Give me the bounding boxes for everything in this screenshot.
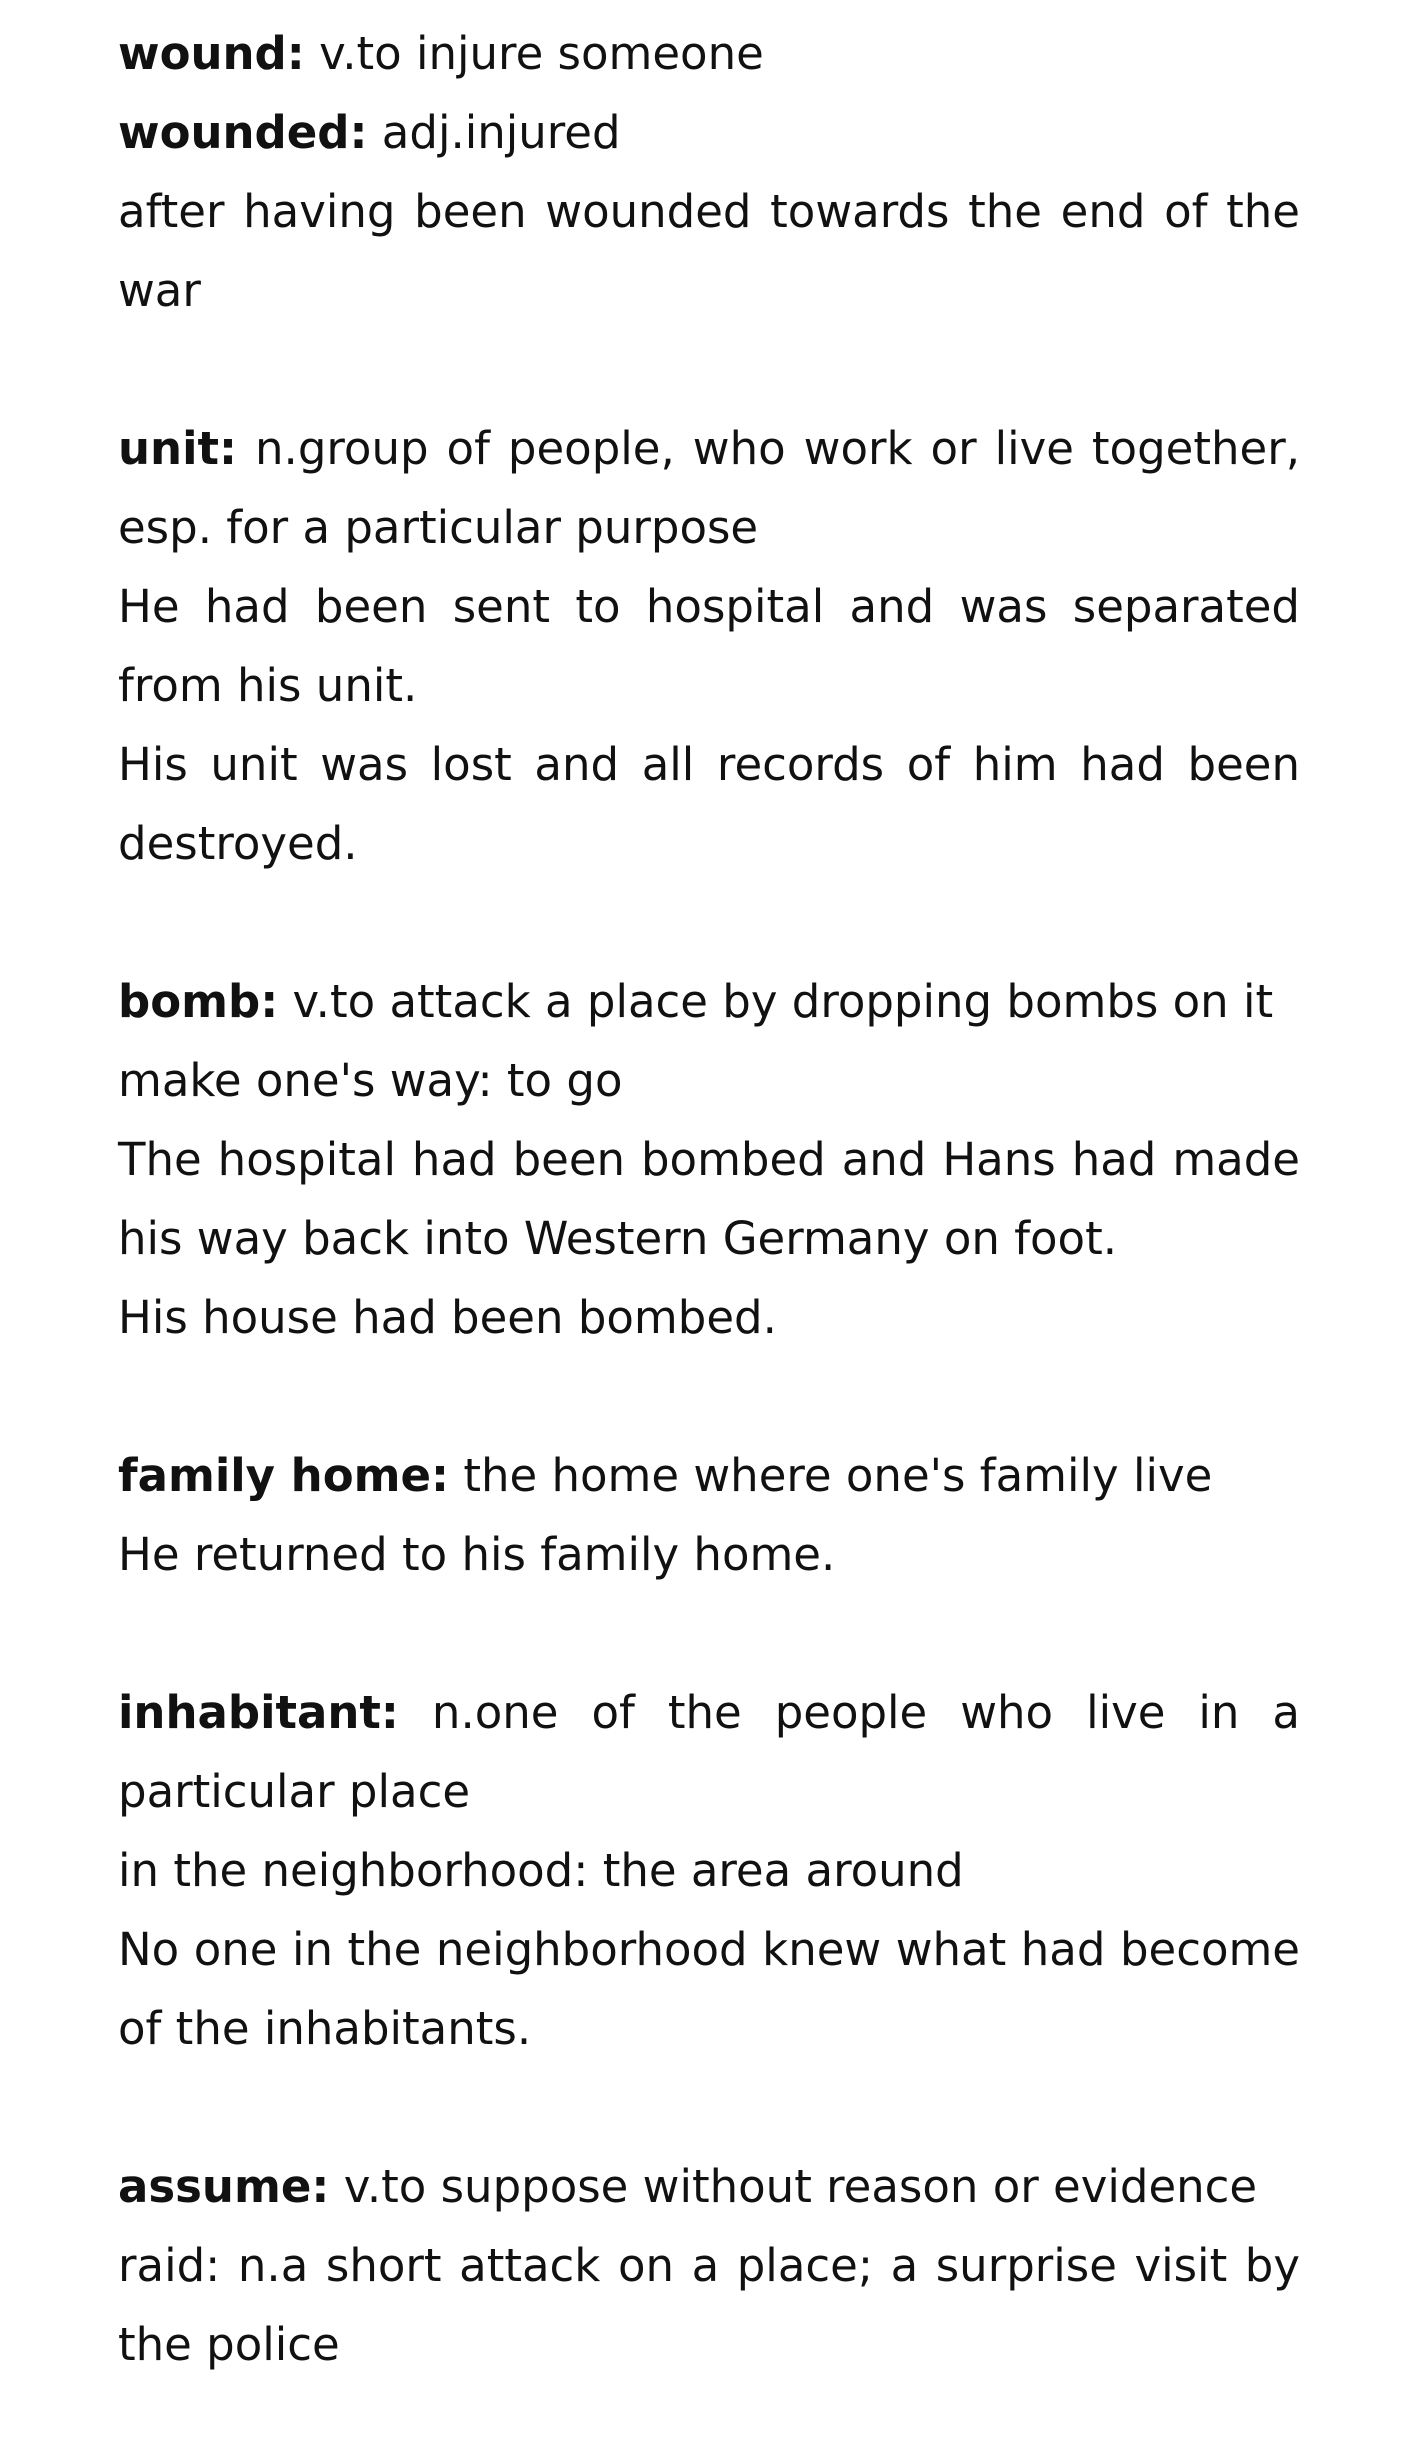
vocabulary-document — [118, 14, 1300, 2463]
example-sentence — [118, 172, 1300, 330]
vocab-entry-inhabitant — [118, 1673, 1300, 2068]
vocab-entry-family-home — [118, 1436, 1300, 1594]
definition-text: v.to attack a place by dropping bombs on it — [278, 975, 1274, 1028]
example-text: He returned to his family home. — [118, 1528, 836, 1581]
phrase-text: raid: n.a short attack on a place; a surprise visit by the police — [118, 2239, 1300, 2371]
example-sentence — [118, 725, 1300, 883]
vocab-term: wound: — [118, 27, 305, 80]
definition-text: v.to suppose without reason or evidence — [329, 2160, 1258, 2213]
definition-text: adj.injured — [367, 106, 621, 159]
vocab-entry-assume — [118, 2147, 1300, 2384]
example-sentence — [118, 567, 1300, 725]
example-sentence — [118, 1910, 1300, 2068]
definition-line — [118, 2147, 1300, 2226]
definition-line — [118, 14, 1300, 93]
definition-line — [118, 409, 1300, 567]
definition-line — [118, 1673, 1300, 1831]
definition-line — [118, 93, 1300, 172]
phrase-text: in the neighborhood: the area around — [118, 1844, 964, 1897]
vocab-term: assume: — [118, 2160, 330, 2213]
definition-text: n.group of people, who work or live together, esp. for a particular purpose — [118, 422, 1300, 554]
example-sentence — [118, 1278, 1300, 1357]
example-sentence — [118, 1515, 1300, 1594]
phrase-definition — [118, 2226, 1300, 2384]
example-text: No one in the neighborhood knew what had become of the inhabitants. — [118, 1923, 1300, 2055]
example-sentence — [118, 1120, 1300, 1278]
phrase-text: make one's way: to go — [118, 1054, 623, 1107]
example-text: after having been wounded towards the end of the war — [118, 185, 1300, 317]
vocab-term: family home: — [118, 1449, 450, 1502]
example-text: His house had been bombed. — [118, 1291, 777, 1344]
vocab-entry-wound — [118, 14, 1300, 330]
example-text: The hospital had been bombed and Hans had made his way back into Western Germany on foot. — [118, 1133, 1300, 1265]
definition-text: the home where one's family live — [449, 1449, 1213, 1502]
vocab-term: inhabitant: — [118, 1686, 399, 1739]
example-text: His unit was lost and all records of him had been destroyed. — [118, 738, 1300, 870]
definition-line — [118, 962, 1300, 1041]
vocab-entry-bomb — [118, 962, 1300, 1357]
vocab-term: wounded: — [118, 106, 368, 159]
vocab-entry-unit — [118, 409, 1300, 883]
phrase-definition — [118, 1831, 1300, 1910]
definition-text: v.to injure someone — [304, 27, 764, 80]
definition-line — [118, 1436, 1300, 1515]
example-text: He had been sent to hospital and was separated from his unit. — [118, 580, 1300, 712]
definition-text: n.one of the people who live in a particular place — [118, 1686, 1300, 1818]
vocab-term: bomb: — [118, 975, 279, 1028]
vocab-term: unit: — [118, 422, 238, 475]
phrase-definition — [118, 1041, 1300, 1120]
